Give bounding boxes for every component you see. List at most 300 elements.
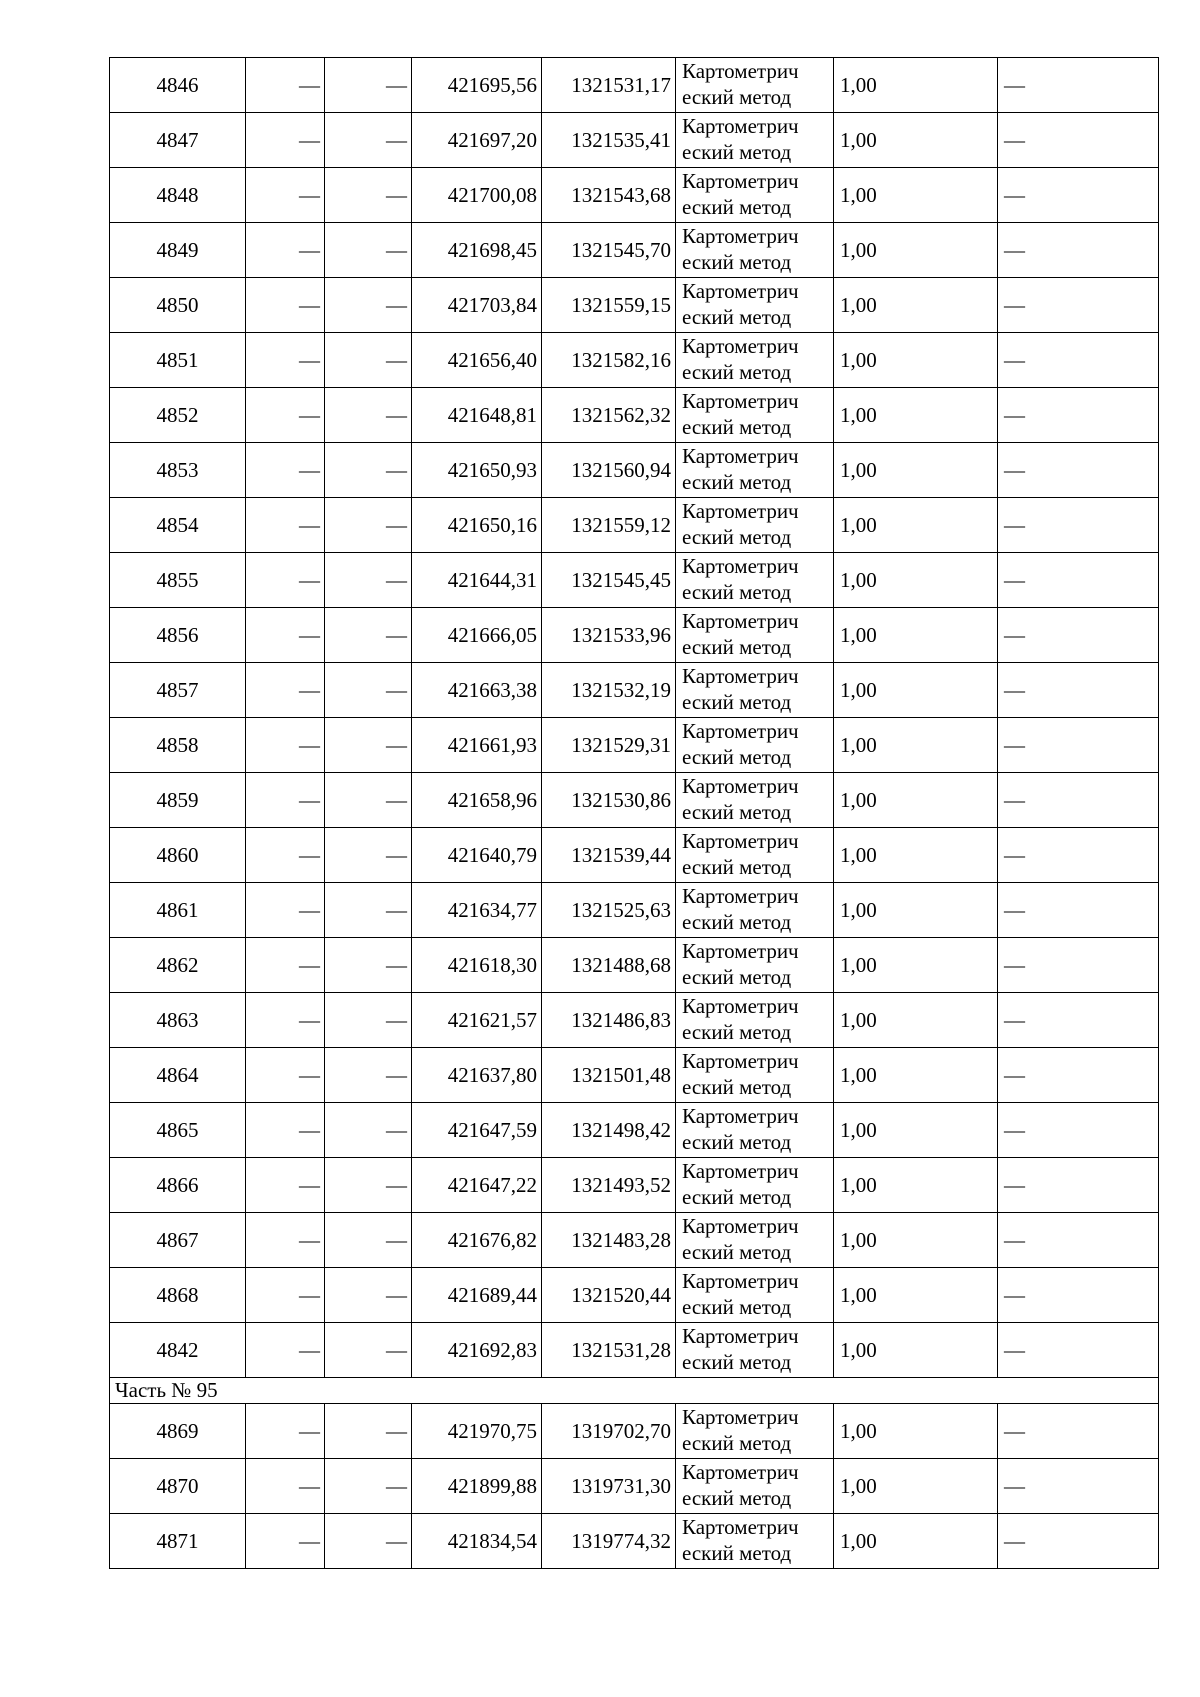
note-cell: — bbox=[998, 1514, 1159, 1569]
accuracy-cell: 1,00 bbox=[834, 608, 998, 663]
note-cell: — bbox=[998, 168, 1159, 223]
method-cell bbox=[676, 168, 834, 223]
method-line-2: еский метод bbox=[682, 1185, 792, 1209]
method-line-1: Картометрич bbox=[682, 1104, 799, 1129]
coord-x-cell: 421647,59 bbox=[412, 1103, 542, 1158]
method-line-2: еский метод bbox=[682, 800, 792, 824]
note-cell: — bbox=[998, 718, 1159, 773]
empty-coord-y-cell: — bbox=[325, 1514, 412, 1569]
method-cell bbox=[676, 443, 834, 498]
coord-y-cell: 1319702,70 bbox=[542, 1404, 676, 1459]
coord-x-cell: 421899,88 bbox=[412, 1459, 542, 1514]
note-cell: — bbox=[998, 663, 1159, 718]
point-number-cell: 4846 bbox=[110, 58, 246, 113]
table-row bbox=[110, 113, 1159, 168]
note-cell: — bbox=[998, 1268, 1159, 1323]
method-line-2: еский метод bbox=[682, 745, 792, 769]
method-cell bbox=[676, 1404, 834, 1459]
coord-y-cell: 1321539,44 bbox=[542, 828, 676, 883]
note-cell: — bbox=[998, 223, 1159, 278]
accuracy-cell: 1,00 bbox=[834, 1103, 998, 1158]
accuracy-cell: 1,00 bbox=[834, 1213, 998, 1268]
coord-y-cell: 1321520,44 bbox=[542, 1268, 676, 1323]
empty-coord-x-cell: — bbox=[246, 1103, 325, 1158]
coord-y-cell: 1321525,63 bbox=[542, 883, 676, 938]
empty-coord-y-cell: — bbox=[325, 498, 412, 553]
method-cell bbox=[676, 828, 834, 883]
table-row bbox=[110, 773, 1159, 828]
empty-coord-x-cell: — bbox=[246, 498, 325, 553]
coord-x-cell: 421676,82 bbox=[412, 1213, 542, 1268]
empty-coord-x-cell: — bbox=[246, 883, 325, 938]
coord-x-cell: 421703,84 bbox=[412, 278, 542, 333]
note-cell: — bbox=[998, 443, 1159, 498]
method-line-1: Картометрич bbox=[682, 884, 799, 909]
table-body bbox=[110, 58, 1159, 1569]
accuracy-cell: 1,00 bbox=[834, 1158, 998, 1213]
note-cell: — bbox=[998, 1404, 1159, 1459]
method-line-2: еский метод bbox=[682, 1295, 792, 1319]
empty-coord-y-cell: — bbox=[325, 553, 412, 608]
method-line-2: еский метод bbox=[682, 855, 792, 879]
empty-coord-y-cell: — bbox=[325, 773, 412, 828]
accuracy-cell: 1,00 bbox=[834, 498, 998, 553]
empty-coord-y-cell: — bbox=[325, 828, 412, 883]
method-line-1: Картометрич bbox=[682, 389, 799, 414]
empty-coord-x-cell: — bbox=[246, 1404, 325, 1459]
coord-y-cell: 1321559,15 bbox=[542, 278, 676, 333]
table-row bbox=[110, 1459, 1159, 1514]
accuracy-cell: 1,00 bbox=[834, 1404, 998, 1459]
empty-coord-y-cell: — bbox=[325, 1268, 412, 1323]
part-label: Часть № 95 bbox=[110, 1378, 1159, 1404]
accuracy-cell: 1,00 bbox=[834, 883, 998, 938]
point-number-cell: 4852 bbox=[110, 388, 246, 443]
table-row bbox=[110, 718, 1159, 773]
method-cell bbox=[676, 883, 834, 938]
accuracy-cell: 1,00 bbox=[834, 168, 998, 223]
point-number-cell: 4860 bbox=[110, 828, 246, 883]
coord-y-cell: 1321535,41 bbox=[542, 113, 676, 168]
method-cell bbox=[676, 553, 834, 608]
empty-coord-y-cell: — bbox=[325, 1048, 412, 1103]
accuracy-cell: 1,00 bbox=[834, 718, 998, 773]
note-cell: — bbox=[998, 388, 1159, 443]
coord-x-cell: 421834,54 bbox=[412, 1514, 542, 1569]
method-cell bbox=[676, 608, 834, 663]
accuracy-cell: 1,00 bbox=[834, 278, 998, 333]
table-row bbox=[110, 993, 1159, 1048]
table-row bbox=[110, 223, 1159, 278]
method-cell bbox=[676, 388, 834, 443]
method-cell bbox=[676, 498, 834, 553]
accuracy-cell: 1,00 bbox=[834, 1323, 998, 1378]
method-line-2: еский метод bbox=[682, 85, 792, 109]
point-number-cell: 4868 bbox=[110, 1268, 246, 1323]
empty-coord-x-cell: — bbox=[246, 1213, 325, 1268]
empty-coord-y-cell: — bbox=[325, 113, 412, 168]
method-line-1: Картометрич bbox=[682, 499, 799, 524]
point-number-cell: 4865 bbox=[110, 1103, 246, 1158]
method-line-1: Картометрич bbox=[682, 444, 799, 469]
point-number-cell: 4864 bbox=[110, 1048, 246, 1103]
method-line-1: Картометрич bbox=[682, 1049, 799, 1074]
coord-x-cell: 421650,93 bbox=[412, 443, 542, 498]
coord-x-cell: 421647,22 bbox=[412, 1158, 542, 1213]
method-cell bbox=[676, 1459, 834, 1514]
empty-coord-y-cell: — bbox=[325, 223, 412, 278]
table-row bbox=[110, 1103, 1159, 1158]
note-cell: — bbox=[998, 1213, 1159, 1268]
empty-coord-x-cell: — bbox=[246, 993, 325, 1048]
point-number-cell: 4857 bbox=[110, 663, 246, 718]
note-cell: — bbox=[998, 1048, 1159, 1103]
empty-coord-x-cell: — bbox=[246, 168, 325, 223]
coord-x-cell: 421656,40 bbox=[412, 333, 542, 388]
accuracy-cell: 1,00 bbox=[834, 223, 998, 278]
empty-coord-y-cell: — bbox=[325, 993, 412, 1048]
empty-coord-x-cell: — bbox=[246, 1514, 325, 1569]
coord-x-cell: 421666,05 bbox=[412, 608, 542, 663]
accuracy-cell: 1,00 bbox=[834, 993, 998, 1048]
method-line-2: еский метод bbox=[682, 910, 792, 934]
note-cell: — bbox=[998, 553, 1159, 608]
coord-y-cell: 1321545,70 bbox=[542, 223, 676, 278]
method-line-1: Картометрич bbox=[682, 1405, 799, 1430]
coord-y-cell: 1321529,31 bbox=[542, 718, 676, 773]
note-cell: — bbox=[998, 1158, 1159, 1213]
coord-y-cell: 1321559,12 bbox=[542, 498, 676, 553]
method-line-2: еский метод bbox=[682, 360, 792, 384]
point-number-cell: 4866 bbox=[110, 1158, 246, 1213]
method-line-2: еский метод bbox=[682, 1350, 792, 1374]
note-cell: — bbox=[998, 938, 1159, 993]
empty-coord-x-cell: — bbox=[246, 773, 325, 828]
method-line-1: Картометрич bbox=[682, 1460, 799, 1485]
coord-x-cell: 421661,93 bbox=[412, 718, 542, 773]
note-cell: — bbox=[998, 1103, 1159, 1158]
note-cell: — bbox=[998, 113, 1159, 168]
empty-coord-y-cell: — bbox=[325, 608, 412, 663]
method-line-1: Картометрич bbox=[682, 59, 799, 84]
method-cell bbox=[676, 278, 834, 333]
accuracy-cell: 1,00 bbox=[834, 443, 998, 498]
coord-x-cell: 421650,16 bbox=[412, 498, 542, 553]
table-row bbox=[110, 443, 1159, 498]
accuracy-cell: 1,00 bbox=[834, 113, 998, 168]
point-number-cell: 4861 bbox=[110, 883, 246, 938]
note-cell: — bbox=[998, 498, 1159, 553]
note-cell: — bbox=[998, 1323, 1159, 1378]
coord-x-cell: 421618,30 bbox=[412, 938, 542, 993]
point-number-cell: 4848 bbox=[110, 168, 246, 223]
empty-coord-x-cell: — bbox=[246, 113, 325, 168]
coord-y-cell: 1321543,68 bbox=[542, 168, 676, 223]
point-number-cell: 4870 bbox=[110, 1459, 246, 1514]
coordinates-table bbox=[109, 57, 1159, 1569]
method-cell bbox=[676, 1514, 834, 1569]
note-cell: — bbox=[998, 828, 1159, 883]
empty-coord-y-cell: — bbox=[325, 1323, 412, 1378]
accuracy-cell: 1,00 bbox=[834, 553, 998, 608]
accuracy-cell: 1,00 bbox=[834, 333, 998, 388]
method-cell bbox=[676, 1213, 834, 1268]
method-cell bbox=[676, 1323, 834, 1378]
empty-coord-y-cell: — bbox=[325, 1213, 412, 1268]
method-cell bbox=[676, 663, 834, 718]
coord-x-cell: 421637,80 bbox=[412, 1048, 542, 1103]
coord-y-cell: 1321498,42 bbox=[542, 1103, 676, 1158]
method-line-1: Картометрич bbox=[682, 664, 799, 689]
coord-x-cell: 421698,45 bbox=[412, 223, 542, 278]
point-number-cell: 4869 bbox=[110, 1404, 246, 1459]
method-cell bbox=[676, 773, 834, 828]
method-line-2: еский метод bbox=[682, 1130, 792, 1154]
table-row bbox=[110, 553, 1159, 608]
method-line-2: еский метод bbox=[682, 1541, 792, 1565]
note-cell: — bbox=[998, 773, 1159, 828]
part-header-row bbox=[110, 1378, 1159, 1404]
coord-y-cell: 1321582,16 bbox=[542, 333, 676, 388]
method-cell bbox=[676, 58, 834, 113]
empty-coord-y-cell: — bbox=[325, 58, 412, 113]
note-cell: — bbox=[998, 333, 1159, 388]
empty-coord-y-cell: — bbox=[325, 718, 412, 773]
empty-coord-y-cell: — bbox=[325, 663, 412, 718]
point-number-cell: 4858 bbox=[110, 718, 246, 773]
table-row bbox=[110, 388, 1159, 443]
coord-y-cell: 1321545,45 bbox=[542, 553, 676, 608]
table-row bbox=[110, 1323, 1159, 1378]
method-line-1: Картометрич bbox=[682, 1159, 799, 1184]
table-row bbox=[110, 883, 1159, 938]
point-number-cell: 4847 bbox=[110, 113, 246, 168]
empty-coord-x-cell: — bbox=[246, 553, 325, 608]
empty-coord-x-cell: — bbox=[246, 388, 325, 443]
empty-coord-x-cell: — bbox=[246, 443, 325, 498]
point-number-cell: 4856 bbox=[110, 608, 246, 663]
method-line-2: еский метод bbox=[682, 580, 792, 604]
empty-coord-x-cell: — bbox=[246, 1048, 325, 1103]
method-line-1: Картометрич bbox=[682, 1515, 799, 1540]
method-line-2: еский метод bbox=[682, 195, 792, 219]
accuracy-cell: 1,00 bbox=[834, 58, 998, 113]
note-cell: — bbox=[998, 58, 1159, 113]
coord-x-cell: 421644,31 bbox=[412, 553, 542, 608]
method-line-1: Картометрич bbox=[682, 829, 799, 854]
method-line-1: Картометрич bbox=[682, 279, 799, 304]
method-line-2: еский метод bbox=[682, 525, 792, 549]
method-cell bbox=[676, 113, 834, 168]
table-row bbox=[110, 1268, 1159, 1323]
point-number-cell: 4854 bbox=[110, 498, 246, 553]
coord-y-cell: 1321560,94 bbox=[542, 443, 676, 498]
coord-y-cell: 1319774,32 bbox=[542, 1514, 676, 1569]
empty-coord-x-cell: — bbox=[246, 938, 325, 993]
coord-x-cell: 421663,38 bbox=[412, 663, 542, 718]
accuracy-cell: 1,00 bbox=[834, 388, 998, 443]
method-line-2: еский метод bbox=[682, 690, 792, 714]
method-line-2: еский метод bbox=[682, 1431, 792, 1455]
point-number-cell: 4855 bbox=[110, 553, 246, 608]
table-row bbox=[110, 828, 1159, 883]
method-line-1: Картометрич bbox=[682, 774, 799, 799]
coord-x-cell: 421700,08 bbox=[412, 168, 542, 223]
coord-y-cell: 1321483,28 bbox=[542, 1213, 676, 1268]
table-row bbox=[110, 168, 1159, 223]
point-number-cell: 4867 bbox=[110, 1213, 246, 1268]
coord-y-cell: 1321493,52 bbox=[542, 1158, 676, 1213]
coord-y-cell: 1321533,96 bbox=[542, 608, 676, 663]
point-number-cell: 4850 bbox=[110, 278, 246, 333]
empty-coord-y-cell: — bbox=[325, 333, 412, 388]
coord-y-cell: 1321531,17 bbox=[542, 58, 676, 113]
method-line-1: Картометрич bbox=[682, 609, 799, 634]
table-row bbox=[110, 1514, 1159, 1569]
empty-coord-y-cell: — bbox=[325, 883, 412, 938]
empty-coord-y-cell: — bbox=[325, 278, 412, 333]
empty-coord-x-cell: — bbox=[246, 1158, 325, 1213]
accuracy-cell: 1,00 bbox=[834, 1514, 998, 1569]
method-line-1: Картометрич bbox=[682, 719, 799, 744]
method-cell bbox=[676, 938, 834, 993]
method-line-1: Картометрич bbox=[682, 1324, 799, 1349]
coord-x-cell: 421697,20 bbox=[412, 113, 542, 168]
table-row bbox=[110, 1213, 1159, 1268]
method-line-2: еский метод bbox=[682, 635, 792, 659]
table-row bbox=[110, 278, 1159, 333]
empty-coord-x-cell: — bbox=[246, 1323, 325, 1378]
note-cell: — bbox=[998, 1459, 1159, 1514]
coord-x-cell: 421640,79 bbox=[412, 828, 542, 883]
method-line-2: еский метод bbox=[682, 965, 792, 989]
coord-x-cell: 421970,75 bbox=[412, 1404, 542, 1459]
table-row bbox=[110, 663, 1159, 718]
coord-y-cell: 1321532,19 bbox=[542, 663, 676, 718]
method-cell bbox=[676, 1158, 834, 1213]
method-line-1: Картометрич bbox=[682, 1269, 799, 1294]
coord-y-cell: 1321486,83 bbox=[542, 993, 676, 1048]
method-line-1: Картометрич bbox=[682, 939, 799, 964]
point-number-cell: 4859 bbox=[110, 773, 246, 828]
table-row bbox=[110, 1404, 1159, 1459]
empty-coord-x-cell: — bbox=[246, 663, 325, 718]
empty-coord-x-cell: — bbox=[246, 1459, 325, 1514]
method-line-2: еский метод bbox=[682, 1020, 792, 1044]
accuracy-cell: 1,00 bbox=[834, 1048, 998, 1103]
point-number-cell: 4863 bbox=[110, 993, 246, 1048]
accuracy-cell: 1,00 bbox=[834, 663, 998, 718]
coord-x-cell: 421695,56 bbox=[412, 58, 542, 113]
empty-coord-x-cell: — bbox=[246, 1268, 325, 1323]
accuracy-cell: 1,00 bbox=[834, 938, 998, 993]
empty-coord-y-cell: — bbox=[325, 1404, 412, 1459]
method-line-2: еский метод bbox=[682, 1075, 792, 1099]
coord-y-cell: 1321501,48 bbox=[542, 1048, 676, 1103]
method-cell bbox=[676, 223, 834, 278]
empty-coord-y-cell: — bbox=[325, 443, 412, 498]
method-line-2: еский метод bbox=[682, 1486, 792, 1510]
method-line-1: Картометрич bbox=[682, 114, 799, 139]
method-cell bbox=[676, 1048, 834, 1103]
method-cell bbox=[676, 1103, 834, 1158]
point-number-cell: 4842 bbox=[110, 1323, 246, 1378]
note-cell: — bbox=[998, 608, 1159, 663]
method-line-2: еский метод bbox=[682, 1240, 792, 1264]
empty-coord-x-cell: — bbox=[246, 333, 325, 388]
point-number-cell: 4862 bbox=[110, 938, 246, 993]
point-number-cell: 4849 bbox=[110, 223, 246, 278]
note-cell: — bbox=[998, 883, 1159, 938]
accuracy-cell: 1,00 bbox=[834, 828, 998, 883]
coord-x-cell: 421648,81 bbox=[412, 388, 542, 443]
empty-coord-x-cell: — bbox=[246, 223, 325, 278]
coord-y-cell: 1319731,30 bbox=[542, 1459, 676, 1514]
method-line-2: еский метод bbox=[682, 470, 792, 494]
empty-coord-x-cell: — bbox=[246, 608, 325, 663]
method-line-1: Картометрич bbox=[682, 994, 799, 1019]
method-line-1: Картометрич bbox=[682, 554, 799, 579]
point-number-cell: 4851 bbox=[110, 333, 246, 388]
empty-coord-x-cell: — bbox=[246, 718, 325, 773]
accuracy-cell: 1,00 bbox=[834, 773, 998, 828]
method-line-2: еский метод bbox=[682, 415, 792, 439]
method-line-1: Картометрич bbox=[682, 169, 799, 194]
point-number-cell: 4853 bbox=[110, 443, 246, 498]
table-row bbox=[110, 333, 1159, 388]
coord-y-cell: 1321562,32 bbox=[542, 388, 676, 443]
method-line-1: Картометрич bbox=[682, 1214, 799, 1239]
note-cell: — bbox=[998, 993, 1159, 1048]
method-cell bbox=[676, 333, 834, 388]
empty-coord-x-cell: — bbox=[246, 278, 325, 333]
empty-coord-y-cell: — bbox=[325, 1158, 412, 1213]
table-row bbox=[110, 938, 1159, 993]
note-cell: — bbox=[998, 278, 1159, 333]
coord-y-cell: 1321531,28 bbox=[542, 1323, 676, 1378]
coord-y-cell: 1321488,68 bbox=[542, 938, 676, 993]
method-line-1: Картометрич bbox=[682, 224, 799, 249]
empty-coord-y-cell: — bbox=[325, 1459, 412, 1514]
empty-coord-y-cell: — bbox=[325, 168, 412, 223]
coord-x-cell: 421692,83 bbox=[412, 1323, 542, 1378]
method-line-2: еский метод bbox=[682, 250, 792, 274]
method-cell bbox=[676, 1268, 834, 1323]
accuracy-cell: 1,00 bbox=[834, 1268, 998, 1323]
coord-x-cell: 421621,57 bbox=[412, 993, 542, 1048]
coord-x-cell: 421658,96 bbox=[412, 773, 542, 828]
method-line-1: Картометрич bbox=[682, 334, 799, 359]
empty-coord-y-cell: — bbox=[325, 388, 412, 443]
empty-coord-x-cell: — bbox=[246, 58, 325, 113]
table-row bbox=[110, 498, 1159, 553]
table-row bbox=[110, 58, 1159, 113]
method-line-2: еский метод bbox=[682, 305, 792, 329]
method-cell bbox=[676, 993, 834, 1048]
empty-coord-y-cell: — bbox=[325, 938, 412, 993]
coord-y-cell: 1321530,86 bbox=[542, 773, 676, 828]
empty-coord-x-cell: — bbox=[246, 828, 325, 883]
accuracy-cell: 1,00 bbox=[834, 1459, 998, 1514]
table-row bbox=[110, 1048, 1159, 1103]
point-number-cell: 4871 bbox=[110, 1514, 246, 1569]
method-cell bbox=[676, 718, 834, 773]
table-row bbox=[110, 1158, 1159, 1213]
table-row bbox=[110, 608, 1159, 663]
coord-x-cell: 421689,44 bbox=[412, 1268, 542, 1323]
method-line-2: еский метод bbox=[682, 140, 792, 164]
coord-x-cell: 421634,77 bbox=[412, 883, 542, 938]
